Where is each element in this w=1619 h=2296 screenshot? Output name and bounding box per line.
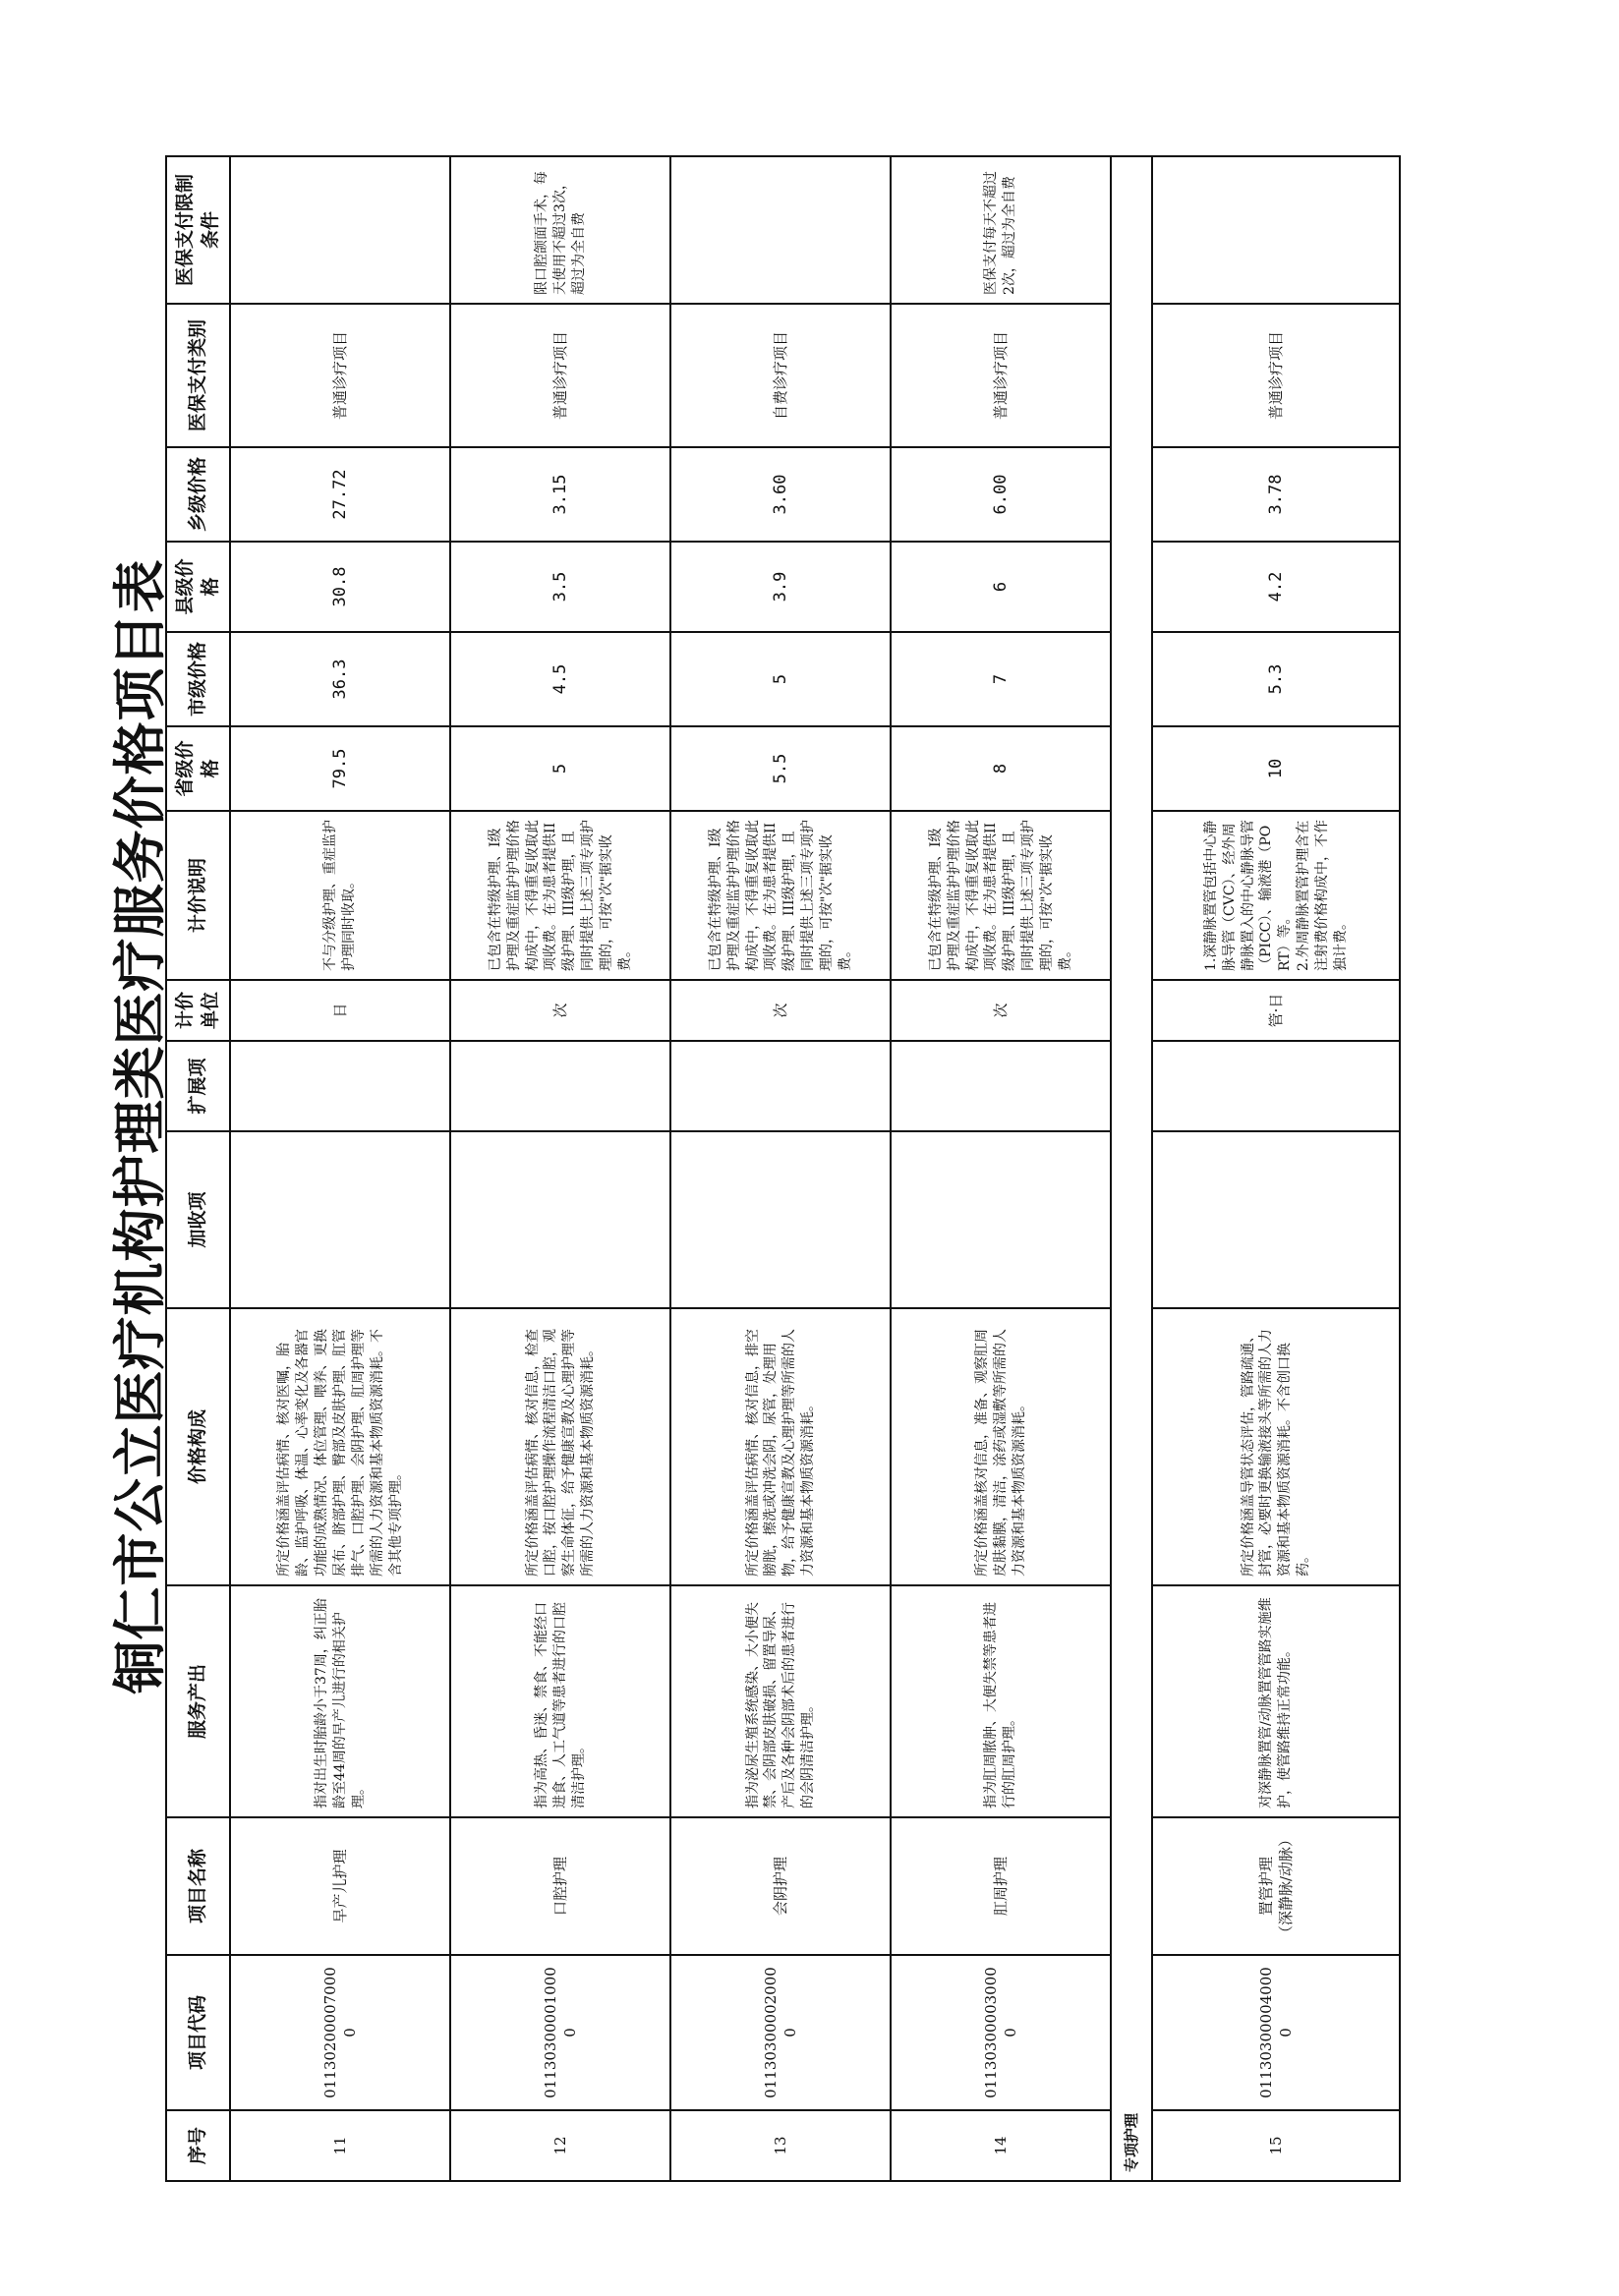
cell-township-price: 6.00 bbox=[891, 447, 1111, 542]
cell-unit: 管·日 bbox=[1152, 980, 1400, 1041]
cell-county-price: 4.2 bbox=[1152, 542, 1400, 632]
cell-city-price: 5 bbox=[670, 632, 891, 726]
cell-city-price: 4.5 bbox=[450, 632, 670, 726]
cell-surcharge bbox=[1152, 1131, 1400, 1308]
table-row bbox=[1152, 156, 1400, 2181]
cell-surcharge bbox=[450, 1131, 670, 1308]
price-table bbox=[165, 155, 1401, 2182]
cell-provincial-price: 8 bbox=[891, 726, 1111, 811]
cell-output: 对深静脉置管/动脉置管管路实施维护，使管路维持正常功能。 bbox=[1152, 1585, 1400, 1817]
cell-code: 011303000040000 bbox=[1152, 1955, 1400, 2110]
header-name: 项目名称 bbox=[166, 1817, 230, 1955]
cell-pricing-note: 已包含在特级护理、I级护理及重症监护护理价格构成中，不得重复收取此项收费。在为患者提供II级护理、III级护理，且同时提供上述三项专项护理的，可按"次"据实收费。 bbox=[891, 811, 1111, 980]
cell-name: 肛周护理 bbox=[891, 1817, 1111, 1955]
cell-provincial-price: 79.5 bbox=[230, 726, 450, 811]
cell-provincial-price: 5.5 bbox=[670, 726, 891, 811]
cell-city-price: 7 bbox=[891, 632, 1111, 726]
cell-code: 011303000030000 bbox=[891, 1955, 1111, 2110]
table-row bbox=[891, 156, 1111, 2181]
header-city-price: 市级价格 bbox=[166, 632, 230, 726]
header-provincial-price: 省级价格 bbox=[166, 726, 230, 811]
cell-insurance-type: 普通诊疗项目 bbox=[230, 304, 450, 447]
header-county-price: 县级价格 bbox=[166, 542, 230, 632]
table-row bbox=[670, 156, 891, 2181]
cell-no: 15 bbox=[1152, 2110, 1400, 2181]
cell-provincial-price: 10 bbox=[1152, 726, 1400, 811]
table-row bbox=[230, 156, 450, 2181]
cell-composition: 所定价格涵盖评估病情、核对医嘱，胎龄、监护呼吸、体温、心率变化及各器官功能的成熟情况、体位管理、喂养、更换尿布、脐部护理、臀部及皮肤护理、肛管排气、口腔护理、会阴护理、肛周护理等所需的人力资源和基本物质资源消耗。不含其他专项护理。 bbox=[230, 1308, 450, 1585]
header-surcharge: 加收项 bbox=[166, 1131, 230, 1308]
cell-extension bbox=[1152, 1041, 1400, 1131]
cell-code: 011302000070000 bbox=[230, 1955, 450, 2110]
cell-name: 会阴护理 bbox=[670, 1817, 891, 1955]
cell-insurance-type: 自费诊疗项目 bbox=[670, 304, 891, 447]
cell-insurance-limit: 医保支付每天不超过2次，超过为全自费 bbox=[891, 156, 1111, 304]
cell-township-price: 3.60 bbox=[670, 447, 891, 542]
cell-pricing-note: 已包含在特级护理、I级护理及重症监护护理价格构成中，不得重复收取此项收费。在为患者提供II级护理、III级护理，且同时提供上述三项专项护理的，可按"次"据实收费。 bbox=[450, 811, 670, 980]
cell-surcharge bbox=[230, 1131, 450, 1308]
cell-name: 口腔护理 bbox=[450, 1817, 670, 1955]
cell-output: 指为高热、昏迷、禁食、不能经口进食、人工气道等患者进行的口腔清洁护理。 bbox=[450, 1585, 670, 1817]
cell-name: 置管护理 （深静脉/动脉） bbox=[1152, 1817, 1400, 1955]
table-header-row bbox=[166, 156, 230, 2181]
cell-insurance-limit: 限口腔颌面手术，每天使用不超过3次，超过为全自费 bbox=[450, 156, 670, 304]
header-insurance-type: 医保支付类别 bbox=[166, 304, 230, 447]
cell-insurance-type: 普通诊疗项目 bbox=[1152, 304, 1400, 447]
cell-no: 11 bbox=[230, 2110, 450, 2181]
cell-extension bbox=[891, 1041, 1111, 1131]
cell-unit: 次 bbox=[670, 980, 891, 1041]
header-composition: 价格构成 bbox=[166, 1308, 230, 1585]
cell-township-price: 3.78 bbox=[1152, 447, 1400, 542]
cell-pricing-note: 不与分级护理、重症监护护理同时收取。 bbox=[230, 811, 450, 980]
cell-county-price: 3.9 bbox=[670, 542, 891, 632]
cell-insurance-limit bbox=[1152, 156, 1400, 304]
cell-output: 指为泌尿生殖系统感染、大小便失禁、会阴部皮肤破损、留置导尿、产后及各种会阴部术后的患者进行的会阴清洁护理。 bbox=[670, 1585, 891, 1817]
header-insurance-limit: 医保支付限制条件 bbox=[166, 156, 230, 304]
cell-composition: 所定价格涵盖评估病情、核对信息，排空膀胱，擦洗或冲洗会阴，尿管，处理用物，给予健康宣教及心理护理等所需的人力资源和基本物质资源消耗。 bbox=[670, 1308, 891, 1585]
header-unit: 计价单位 bbox=[166, 980, 230, 1041]
cell-output: 指对出生时胎龄小于37周，纠正胎龄至44周的早产儿进行的相关护理。 bbox=[230, 1585, 450, 1817]
cell-insurance-limit bbox=[670, 156, 891, 304]
section-label: 专项护理 bbox=[1111, 156, 1152, 2181]
cell-surcharge bbox=[670, 1131, 891, 1308]
cell-unit: 次 bbox=[891, 980, 1111, 1041]
cell-provincial-price: 5 bbox=[450, 726, 670, 811]
cell-county-price: 3.5 bbox=[450, 542, 670, 632]
cell-composition: 所定价格涵盖评估病情、核对信息，检查口腔，按口腔护理操作流程清洁口腔，观察生命体征，给予健康宣教及心理护理等所需的人力资源和基本物质资源消耗。 bbox=[450, 1308, 670, 1585]
header-extension: 扩展项 bbox=[166, 1041, 230, 1131]
document-title: 铜仁市公立医疗机构护理类医疗服务价格项目表 bbox=[108, 558, 171, 1694]
cell-no: 12 bbox=[450, 2110, 670, 2181]
cell-insurance-limit bbox=[230, 156, 450, 304]
cell-extension bbox=[670, 1041, 891, 1131]
cell-output: 指为肛周脓肿、大便失禁等患者进行的肛周护理。 bbox=[891, 1585, 1111, 1817]
cell-composition: 所定价格涵盖核对信息，准备、观察肛周皮肤黏膜，清洁，涂药或湿敷等所需的人力资源和基本物质资源消耗。 bbox=[891, 1308, 1111, 1585]
cell-extension bbox=[230, 1041, 450, 1131]
cell-unit: 次 bbox=[450, 980, 670, 1041]
cell-code: 011303000020000 bbox=[670, 1955, 891, 2110]
section-row bbox=[1111, 156, 1152, 2181]
cell-township-price: 3.15 bbox=[450, 447, 670, 542]
cell-surcharge bbox=[891, 1131, 1111, 1308]
cell-insurance-type: 普通诊疗项目 bbox=[450, 304, 670, 447]
cell-code: 011303000010000 bbox=[450, 1955, 670, 2110]
cell-pricing-note: 1.深静脉置管包括中心静脉导管（CVC）、经外周静脉置入的中心静脉导管（PICC）、输液港（PORT）等。 2.外周静脉置管护理含在注射费价格构成中，不作独计费。 bbox=[1152, 811, 1400, 980]
header-code: 项目代码 bbox=[166, 1955, 230, 2110]
cell-township-price: 27.72 bbox=[230, 447, 450, 542]
cell-city-price: 5.3 bbox=[1152, 632, 1400, 726]
cell-composition: 所定价格涵盖导管状态评估，管路疏通、封管，必要时更换输液接头等所需的人力资源和基本物质资源消耗。不含创口换药。 bbox=[1152, 1308, 1400, 1585]
cell-no: 13 bbox=[670, 2110, 891, 2181]
cell-county-price: 30.8 bbox=[230, 542, 450, 632]
cell-pricing-note: 已包含在特级护理、I级护理及重症监护护理价格构成中，不得重复收取此项收费。在为患者提供II级护理、III级护理，且同时提供上述三项专项护理的，可按"次"据实收费。 bbox=[670, 811, 891, 980]
header-output: 服务产出 bbox=[166, 1585, 230, 1817]
header-township-price: 乡级价格 bbox=[166, 447, 230, 542]
cell-unit: 日 bbox=[230, 980, 450, 1041]
cell-no: 14 bbox=[891, 2110, 1111, 2181]
cell-county-price: 6 bbox=[891, 542, 1111, 632]
header-no: 序号 bbox=[166, 2110, 230, 2181]
header-pricing-note: 计价说明 bbox=[166, 811, 230, 980]
table-row bbox=[450, 156, 670, 2181]
cell-extension bbox=[450, 1041, 670, 1131]
cell-city-price: 36.3 bbox=[230, 632, 450, 726]
cell-insurance-type: 普通诊疗项目 bbox=[891, 304, 1111, 447]
cell-name: 早产儿护理 bbox=[230, 1817, 450, 1955]
